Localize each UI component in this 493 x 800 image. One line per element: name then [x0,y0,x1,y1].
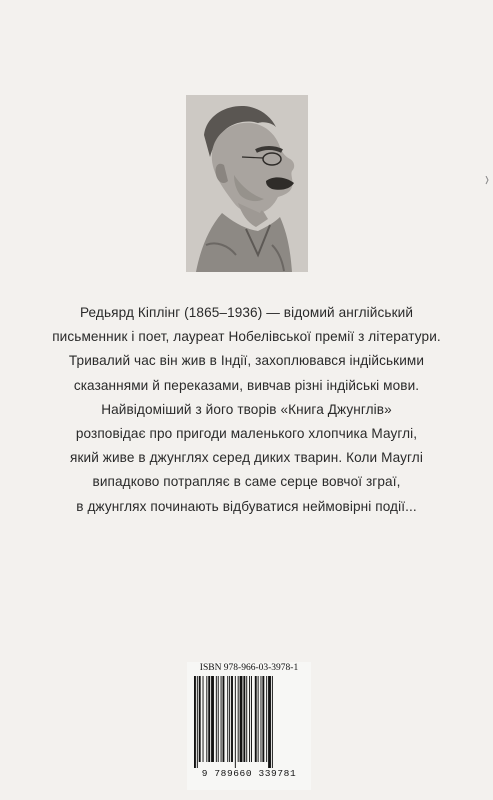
isbn-label: ISBN 978-966-03-3978-1 [199,663,299,673]
bio-line: який живе в джунглях серед диких тварин. Коли Мауглі [70,450,423,466]
bio-line: письменник і поет, лауреат Нобелівської премії з літератури. [52,329,441,345]
bio-line: випадково потрапляє в саме серце вовчої зграї, [92,474,401,490]
isbn-barcode-block [187,662,311,790]
author-bio [40,301,453,519]
author-portrait [186,95,308,272]
bio-line: в джунглях починають відбуватися неймовірні події... [76,498,417,514]
bio-line: Найвідоміший з його творів «Книга Джунглів» [101,401,392,417]
barcode-icon [193,676,305,768]
edge-mark-icon [485,176,489,186]
bio-line: сказаннями й переказами, вивчав різні індійські мови. [73,377,420,393]
bio-line: розповідає про пригоди маленького хлопчика Мауглі, [75,426,418,442]
barcode-number: 9 789660 339781 [201,768,297,779]
bio-line: Редьярд Кіплінг (1865–1936) — відомий англійський [79,305,414,320]
bio-line: Тривалий час він жив в Індії, захоплювався індійськими [68,353,425,369]
